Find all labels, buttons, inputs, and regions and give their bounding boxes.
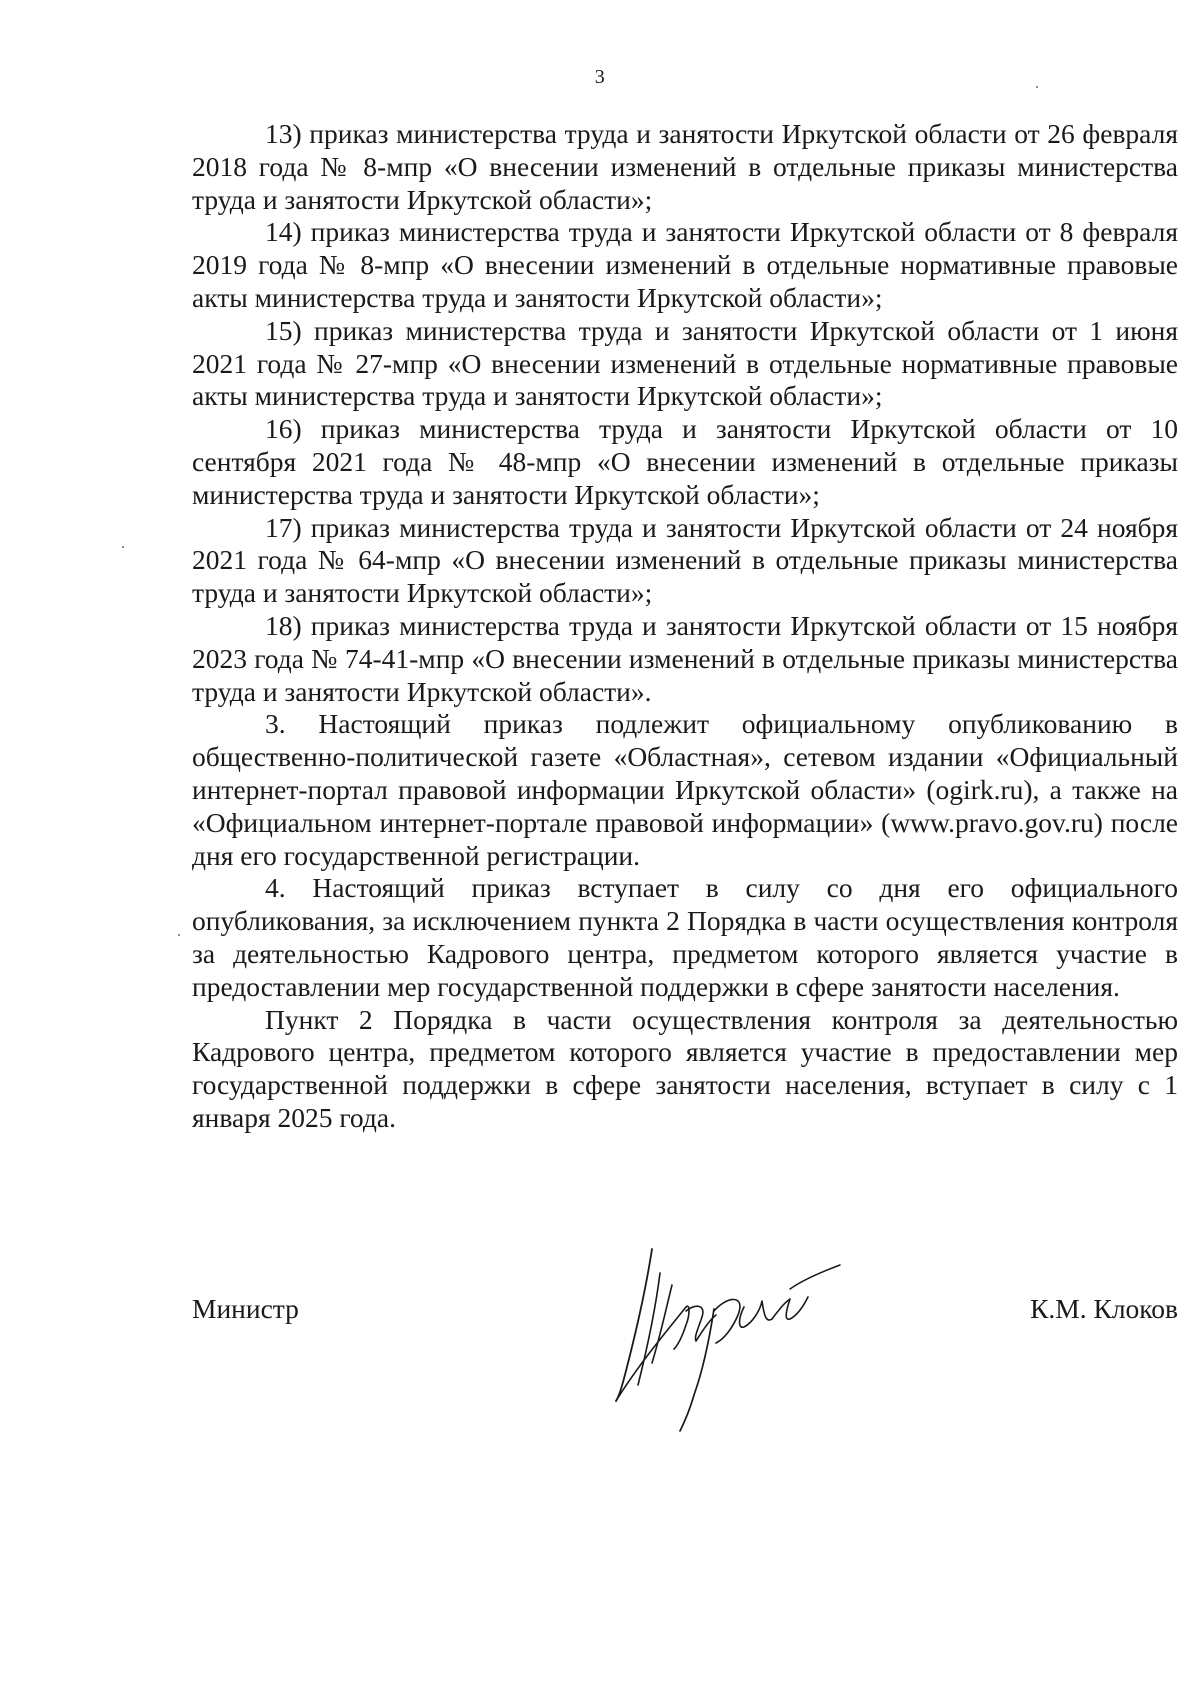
page-number: 3 bbox=[594, 66, 606, 88]
document-body bbox=[192, 118, 1178, 1135]
paragraph-item-17: 17) приказ министерства труда и занятости Иркутской области от 24 ноября 2021 года № 64-мпр «О внесении изменений в отдельные приказы министерства труда и занятости Иркутской области»; bbox=[192, 511, 1178, 609]
paragraph-point-2-effective: Пункт 2 Порядка в части осуществления контроля за деятельностью Кадрового центра, предметом которого является участие в предоставлении мер государственной поддержки в сфере занятости населения, вступает в силу с 1 января 2025 года. bbox=[192, 1003, 1178, 1133]
paragraph-publication: 3. Настоящий приказ подлежит официальному опубликованию в общественно-политической газете «Областная», сетевом издании «Официальный интернет-портал правовой информации Иркутской области» (ogirk.ru), а также на «Официальном интернет-портале правовой информации» (www.pravo.gov.ru) после дня его государственной регистрации. bbox=[192, 708, 1178, 871]
signatory-title: Министр bbox=[192, 1293, 299, 1324]
handwritten-signature bbox=[578, 1245, 868, 1435]
paragraph-item-13: 13) приказ министерства труда и занятости Иркутской области от 26 февраля 2018 года № 8-мпр «О внесении изменений в отдельные приказы министерства труда и занятости Иркутской области»; bbox=[192, 118, 1178, 215]
paragraph-item-16: 16) приказ министерства труда и занятости Иркутской области от 10 сентября 2021 года № 48-мпр «О внесении изменений в отдельные приказы министерства труда и занятости Иркутской области»; bbox=[192, 413, 1178, 510]
scan-artifact bbox=[122, 546, 124, 548]
signatory-name: К.М. Клоков bbox=[1030, 1293, 1178, 1324]
paragraph-item-14: 14) приказ министерства труда и занятости Иркутской области от 8 февраля 2019 года № 8-мпр «О внесении изменений в отдельные нормативные правовые акты министерства труда и занятости Иркутской области»; bbox=[192, 216, 1178, 313]
scan-artifact bbox=[1036, 86, 1038, 88]
paragraph-item-18: 18) приказ министерства труда и занятости Иркутской области от 15 ноября 2023 года № 74-41-мпр «О внесении изменений в отдельные приказы министерства труда и занятости Иркутской области». bbox=[192, 609, 1178, 707]
paragraph-effective-date: 4. Настоящий приказ вступает в силу со дня его официального опубликования, за исключением пункта 2 Порядка в части осуществления контроля за деятельностью Кадрового центра, предметом которого является участие в предоставлении мер государственной поддержки в сфере занятости населения. bbox=[192, 872, 1178, 1002]
paragraph-item-15: 15) приказ министерства труда и занятости Иркутской области от 1 июня 2021 года № 27-мпр «О внесении изменений в отдельные нормативные правовые акты министерства труда и занятости Иркутской области»; bbox=[192, 314, 1178, 412]
scan-artifact bbox=[178, 934, 180, 936]
